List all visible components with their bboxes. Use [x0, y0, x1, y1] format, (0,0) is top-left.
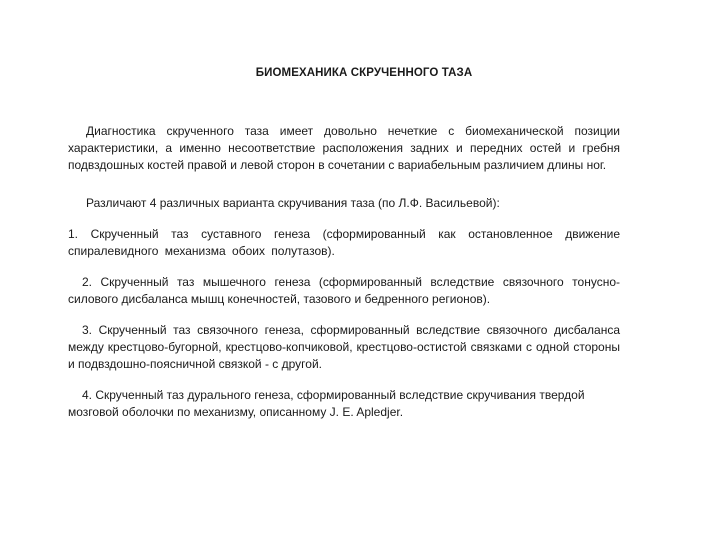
paragraph-diagnostics: Диагностика скрученного таза имеет довольно нечеткие с биомеханической позиции характеристики, а именно несоответствие расположения задних и передних остей и гребня подвздошных костей правой и левой сторон в сочетании с вариабельным различием длины ног.	[68, 124, 620, 172]
list-item-dural-genesis: 4. Скрученный таз дурального генеза, сформированный вследствие скручивания твердой мозговой оболочки по механизму, описанному J. E. Apledjer.	[68, 388, 585, 419]
document-body	[68, 123, 620, 421]
list-item-muscular-genesis: 2. Скрученный таз мышечного генеза (сформированный вследствие связочного тонусно-силового дисбаланса мышц конечностей, тазового и бедренного регионов).	[68, 275, 620, 306]
list-item-ligamentous-genesis: 3. Скрученный таз связочного генеза, сформированный вследствие связочного дисбаланса между крестцово-бугорной, крестцово-копчиковой, крестцово-остистой связками с одной стороны и подвздошно-поясничной связкой - с другой.	[68, 323, 620, 371]
page-title: БИОМЕХАНИКА СКРУЧЕННОГО ТАЗА	[255, 67, 473, 79]
list-item-articular-genesis: 1. Скрученный таз суставного генеза (сформированный как остановленное движение спиралевидного механизма обоих полутазов).	[68, 227, 620, 258]
paragraph-variants-intro: Различают 4 различных варианта скручивания таза (по Л.Ф. Васильевой):	[86, 196, 500, 210]
